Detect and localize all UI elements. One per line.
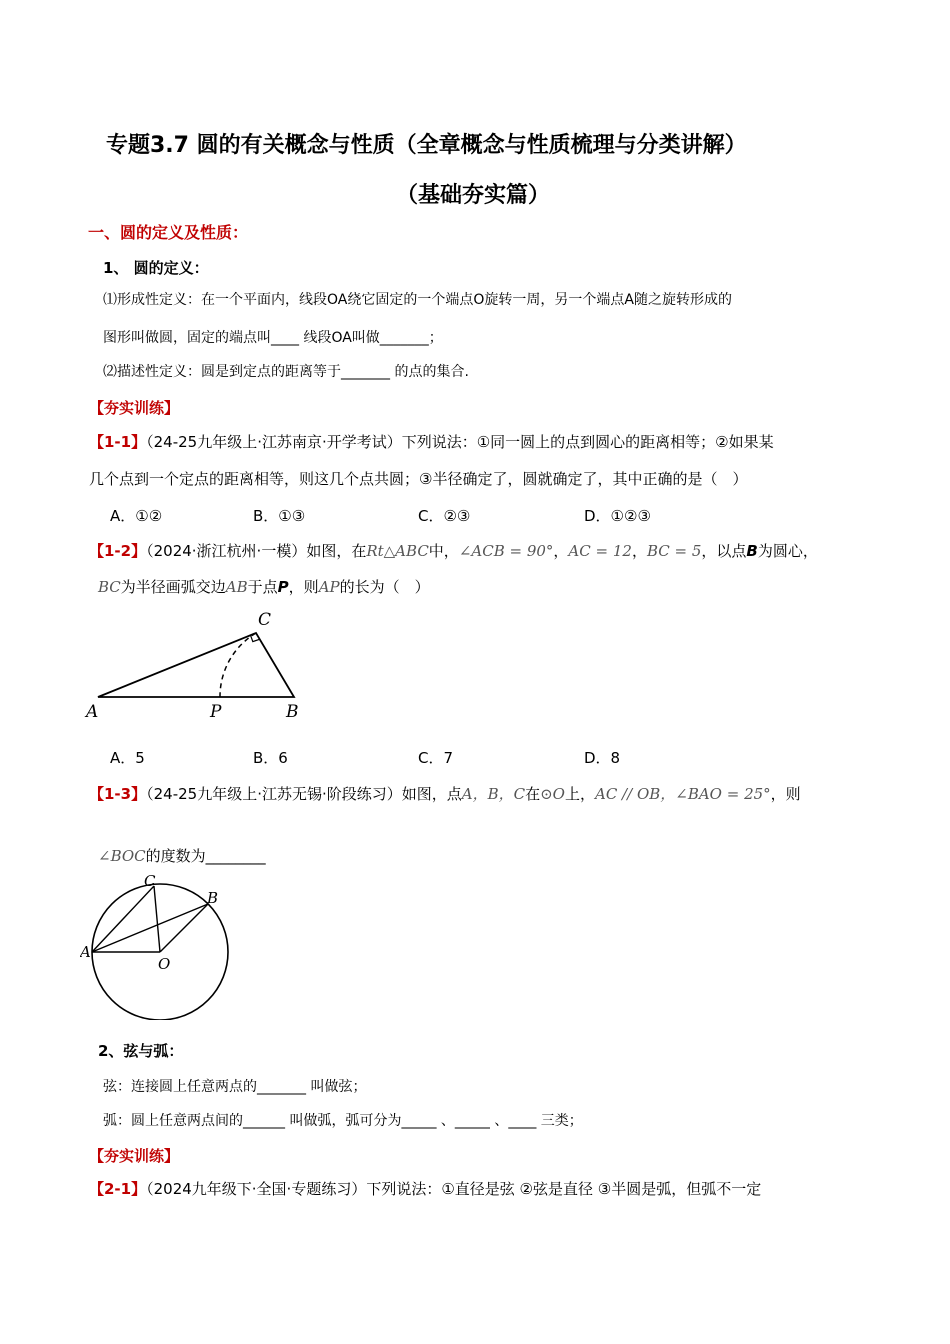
label-b: B [207, 889, 219, 907]
math-ab: AB [225, 578, 248, 596]
math-ap: AP [318, 578, 340, 596]
question-text: （2024九年级下·全国·专题练习）下列说法：①直径是弦 ②弦是直径 ③半圆是弧，但弧不一定 [146, 1180, 762, 1198]
label-b: B [286, 702, 299, 722]
question-2-1-line1 [89, 1178, 761, 1199]
label-c: C [258, 610, 272, 630]
math-ac: AC = 12 [568, 542, 632, 560]
chord-definition: 弦：连接圆上任意两点的_______ 叫做弦； [103, 1079, 367, 1095]
math-angle: ∠ACB = 90° [458, 542, 554, 560]
definition-1-line2: 图形叫做圆，固定的端点叫____ 线段OA叫做_______； [103, 330, 443, 346]
definition-2: ⑵描述性定义：圆是到定点的距离等于_______ 的点的集合. [103, 364, 469, 380]
question-text: 的度数为________ [145, 847, 266, 865]
section-heading-1: 一、圆的定义及性质： [88, 223, 249, 242]
question-text: 中， [428, 542, 459, 560]
point-b: B [746, 542, 758, 560]
option-c[interactable]: C．7 [418, 749, 454, 767]
question-text: 于点 [247, 578, 278, 596]
math-circle-o: ⊙O [540, 785, 565, 803]
option-b[interactable]: B．6 [253, 749, 288, 767]
option-b[interactable]: B．①③ [253, 507, 306, 525]
subheading-chord-arc: 2、弦与弧： [98, 1042, 184, 1060]
option-a[interactable]: A．①② [110, 507, 163, 525]
option-a[interactable]: A．5 [110, 749, 145, 767]
arc-definition: 弧：圆上任意两点间的______ 叫做弧，弧可分为_____ 、_____ 、____ 三类； [103, 1113, 583, 1129]
label-o: O [158, 955, 171, 973]
question-text: ，则 [770, 785, 801, 803]
question-text: 上， [564, 785, 595, 803]
question-text: ， [553, 542, 569, 560]
question-tag: 【2-1】 [89, 1180, 147, 1198]
question-text: （24-25九年级上·江苏无锡·阶段练习）如图，点 [146, 785, 462, 803]
math-points: A，B，C [461, 785, 526, 803]
segment-ab [92, 904, 208, 952]
point-p: P [277, 578, 289, 596]
question-tag: 【1-2】 [89, 542, 147, 560]
question-tag: 【1-1】 [89, 433, 147, 451]
question-1-2-line2 [98, 576, 430, 597]
question-text: 的长为（ ） [339, 578, 430, 596]
math-bc: BC = 5 [646, 542, 702, 560]
math-bc: BC [98, 578, 121, 596]
option-d[interactable]: D．8 [584, 749, 621, 767]
question-text: 为圆心， [757, 542, 818, 560]
segment-co [154, 886, 160, 952]
circle-figure [80, 870, 240, 1020]
label-a: A [86, 702, 99, 722]
question-text: ，以点 [701, 542, 747, 560]
math-angle-boc: ∠BOC [98, 847, 146, 865]
page-subtitle: （基础夯实篇） [396, 183, 551, 208]
question-tag: 【1-3】 [89, 785, 147, 803]
question-text: 在 [525, 785, 541, 803]
option-c[interactable]: C．②③ [418, 507, 471, 525]
dashed-arc [220, 633, 256, 697]
question-1-3-line1 [89, 783, 801, 804]
question-text: （2024·浙江杭州·一模）如图，在 [146, 542, 367, 560]
math-condition: AC // OB，∠BAO = 25° [594, 785, 771, 803]
question-text: （24-25九年级上·江苏南京·开学考试）下列说法：①同一圆上的点到圆心的距离相等；②如果某 [146, 433, 774, 451]
question-text: ， [631, 542, 647, 560]
label-p: P [210, 702, 222, 722]
question-1-1-line2: 几个点到一个定点的距离相等，则这几个点共圆；③半径确定了，圆就确定了，其中正确的是（ ） [89, 470, 748, 488]
triangle-abc [98, 633, 294, 697]
page-title: 专题3.7 圆的有关概念与性质（全章概念与性质梳理与分类讲解） [106, 133, 747, 158]
question-1-3-line2 [98, 845, 266, 866]
question-1-2-line1 [89, 540, 818, 561]
triangle-figure [80, 605, 320, 725]
label-a: A [80, 943, 91, 961]
question-text: ，则 [288, 578, 319, 596]
subheading-circle-definition: 1、 圆的定义： [103, 259, 209, 277]
training-label-2: 【夯实训练】 [89, 1147, 180, 1165]
option-d[interactable]: D．①②③ [584, 507, 651, 525]
training-label-1: 【夯实训练】 [89, 399, 180, 417]
question-text: 为半径画弧交边 [120, 578, 226, 596]
segment-bo [160, 904, 208, 952]
question-1-1-line1 [89, 431, 774, 452]
math-rt-triangle: Rt△ABC [366, 542, 429, 560]
definition-1-line1: ⑴形成性定义：在一个平面内，线段OA绕它固定的一个端点O旋转一周，另一个端点A随之旋转形成的 [103, 292, 732, 308]
label-c: C [144, 872, 156, 890]
